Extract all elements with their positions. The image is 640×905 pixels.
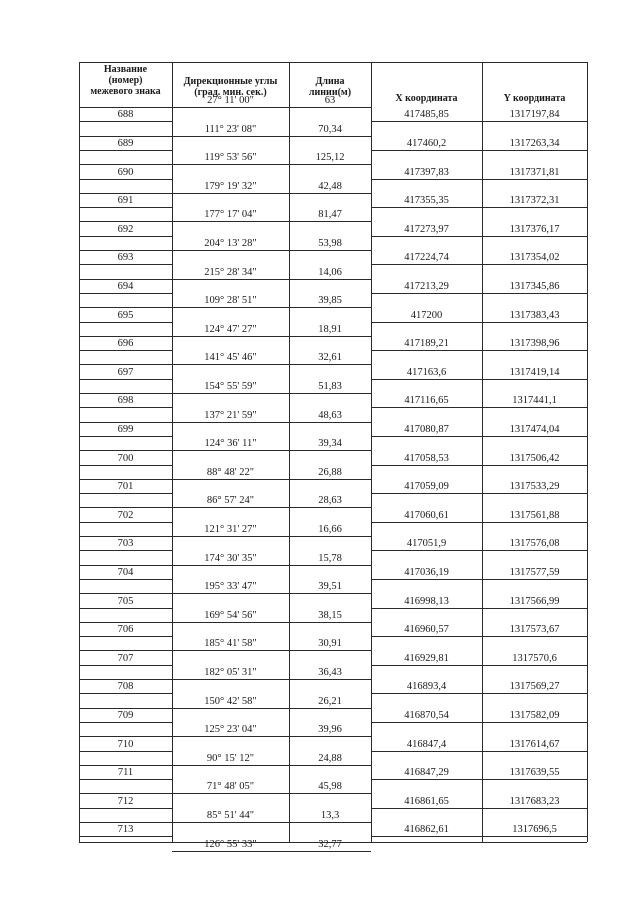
row-separator — [79, 622, 172, 623]
row-separator — [172, 536, 371, 537]
line-length: 28,63 — [318, 495, 342, 507]
row-separator — [371, 722, 587, 723]
row-separator — [371, 379, 587, 380]
row-separator — [172, 679, 371, 680]
line-length: 81,47 — [318, 209, 342, 221]
mark-name: 693 — [117, 252, 134, 264]
row-separator — [371, 293, 587, 294]
row-separator — [172, 507, 371, 508]
y-coordinate: 1317354,02 — [509, 252, 560, 264]
row-separator — [79, 550, 172, 551]
row-separator — [371, 751, 587, 752]
row-separator — [79, 636, 172, 637]
row-separator — [79, 136, 172, 137]
mark-name: 709 — [117, 709, 134, 721]
row-separator — [371, 436, 587, 437]
x-coordinate: 416998,13 — [404, 595, 449, 607]
mark-name: 706 — [117, 624, 134, 636]
row-separator — [79, 379, 172, 380]
line-length: 39,85 — [318, 295, 342, 307]
line-length: 42,48 — [318, 180, 342, 192]
column-divider — [587, 62, 588, 842]
direction-angle: 119° 53' 56" — [204, 152, 257, 164]
line-length: 125,12 — [315, 152, 345, 164]
direction-angle: 179° 19' 32" — [204, 180, 257, 192]
row-separator — [79, 565, 172, 566]
row-separator — [79, 164, 172, 165]
row-separator — [79, 279, 172, 280]
y-coordinate: 1317345,86 — [509, 280, 560, 292]
x-coordinate: 417200 — [410, 309, 443, 321]
mark-name: 705 — [117, 595, 134, 607]
row-separator — [172, 136, 371, 137]
row-separator — [371, 779, 587, 780]
x-coordinate: 416893,4 — [406, 681, 447, 693]
row-separator — [172, 650, 371, 651]
direction-angle: 121° 31' 27" — [204, 524, 257, 535]
direction-angle: 124° 47' 27" — [204, 323, 257, 335]
row-separator — [172, 593, 371, 594]
direction-angle: 185° 41' 58" — [204, 638, 257, 650]
row-separator — [371, 550, 587, 551]
row-separator — [79, 493, 172, 494]
line-length: 39,96 — [318, 724, 342, 736]
row-separator — [172, 851, 371, 852]
x-coordinate: 417355,35 — [404, 195, 449, 207]
row-separator — [79, 350, 172, 351]
direction-angle: 182° 05' 31" — [204, 667, 257, 678]
x-coordinate: 417213,29 — [404, 280, 449, 292]
row-separator — [79, 479, 172, 480]
direction-angle: 109° 28' 51" — [204, 295, 257, 307]
x-coordinate: 417273,97 — [404, 223, 449, 235]
x-coordinate: 417116,65 — [404, 395, 449, 407]
row-separator — [79, 665, 172, 666]
mark-name: 708 — [117, 681, 134, 693]
row-separator — [79, 393, 172, 394]
y-coordinate: 1317614,67 — [509, 738, 560, 750]
line-length: 39,51 — [318, 581, 342, 593]
line-length: 48,63 — [318, 409, 342, 421]
line-length: 32,61 — [318, 352, 342, 364]
line-length: 24,88 — [318, 752, 342, 764]
direction-angle: 195° 33' 47" — [204, 581, 257, 593]
row-separator — [79, 693, 172, 694]
row-separator — [79, 436, 172, 437]
y-coordinate: 1317569,27 — [509, 681, 560, 693]
x-coordinate: 417460,2 — [406, 137, 447, 149]
direction-angle: 124° 36' 11" — [204, 438, 257, 450]
y-coordinate: 1317474,04 — [509, 423, 560, 435]
direction-angle: 204° 13' 28" — [204, 238, 257, 249]
y-coordinate: 1317197,84 — [509, 109, 560, 121]
mark-name: 696 — [117, 338, 134, 350]
row-separator — [371, 522, 587, 523]
row-separator — [172, 336, 371, 337]
row-separator — [79, 822, 172, 823]
row-separator — [172, 221, 371, 222]
x-coordinate: 417189,21 — [404, 338, 449, 350]
x-coordinate: 417163,6 — [406, 366, 447, 378]
direction-angle: 71° 48' 05" — [206, 781, 255, 793]
row-separator — [371, 836, 587, 837]
row-separator — [172, 422, 371, 423]
row-separator — [371, 179, 587, 180]
row-separator — [79, 650, 172, 651]
header-mark-name — [79, 64, 172, 97]
row-separator — [371, 150, 587, 151]
header-direction-angle-line: (град. мин. сек.) — [194, 87, 267, 98]
mark-name: 694 — [117, 280, 134, 292]
x-coordinate: 416861,65 — [404, 795, 449, 807]
row-separator — [79, 450, 172, 451]
x-coordinate: 417485,85 — [404, 109, 449, 121]
x-coordinate: 417080,87 — [404, 423, 449, 435]
row-separator — [79, 422, 172, 423]
row-separator — [371, 236, 587, 237]
row-separator — [79, 307, 172, 308]
row-separator — [79, 293, 172, 294]
header-mark-name-line: межевого знака — [90, 86, 161, 97]
header-line-length-line: Длина — [315, 76, 345, 87]
row-separator — [79, 364, 172, 365]
row-separator — [79, 179, 172, 180]
row-separator — [371, 407, 587, 408]
row-separator — [371, 264, 587, 265]
y-coordinate: 1317683,23 — [509, 795, 560, 807]
row-separator — [79, 150, 172, 151]
y-coordinate: 1317398,96 — [509, 338, 560, 350]
direction-angle: 137° 21' 59" — [204, 409, 257, 421]
header-mark-name-line: Название — [103, 64, 148, 75]
mark-name: 698 — [117, 395, 134, 407]
header-x-coordinate: X координата — [395, 93, 458, 104]
direction-angle: 88° 48' 22" — [206, 466, 255, 478]
y-coordinate: 1317582,09 — [509, 709, 560, 721]
row-separator — [79, 336, 172, 337]
row-separator — [79, 779, 172, 780]
row-separator — [371, 121, 587, 122]
mark-name: 692 — [117, 223, 134, 235]
row-separator — [371, 350, 587, 351]
row-separator — [79, 264, 172, 265]
row-separator — [172, 565, 371, 566]
y-coordinate: 1317263,34 — [509, 137, 560, 149]
row-separator — [79, 608, 172, 609]
header-direction-angle-line: Дирекционные углы — [183, 76, 278, 87]
direction-angle: 177° 17' 04" — [204, 209, 257, 221]
row-separator — [79, 765, 172, 766]
header-mark-name-line: (номер) — [108, 75, 143, 86]
row-separator — [79, 236, 172, 237]
row-separator — [79, 593, 172, 594]
row-separator — [79, 322, 172, 323]
row-separator — [371, 693, 587, 694]
mark-name: 711 — [117, 767, 134, 779]
mark-name: 710 — [117, 738, 134, 750]
y-coordinate: 1317419,14 — [509, 366, 560, 378]
row-separator — [79, 407, 172, 408]
direction-angle: 215° 28' 34" — [204, 266, 257, 278]
row-separator — [172, 736, 371, 737]
line-length: 16,66 — [318, 524, 342, 535]
direction-angle: 154° 55' 59" — [204, 381, 257, 392]
line-length: 70,34 — [318, 123, 342, 135]
row-separator — [172, 164, 371, 165]
row-separator — [172, 479, 371, 480]
row-separator — [172, 765, 371, 766]
line-length: 38,15 — [318, 609, 342, 621]
y-coordinate: 1317639,55 — [509, 767, 560, 779]
row-separator — [172, 393, 371, 394]
row-separator — [172, 250, 371, 251]
row-separator — [172, 193, 371, 194]
y-coordinate: 1317576,08 — [509, 538, 560, 550]
mark-name: 707 — [117, 652, 134, 664]
direction-angle: 125° 23' 04" — [204, 724, 257, 736]
row-separator — [371, 465, 587, 466]
y-coordinate: 1317441,1 — [512, 395, 557, 407]
boundary-coordinates-table — [79, 62, 587, 850]
line-length: 30,91 — [318, 638, 342, 650]
mark-name: 712 — [117, 795, 134, 807]
row-separator — [172, 793, 371, 794]
row-separator — [172, 450, 371, 451]
line-length: 26,88 — [318, 466, 342, 478]
x-coordinate: 416847,4 — [406, 738, 447, 750]
y-coordinate: 1317566,99 — [509, 595, 560, 607]
y-coordinate: 1317383,43 — [509, 309, 560, 321]
mark-name: 691 — [117, 195, 134, 207]
header-bottom-border — [79, 107, 371, 108]
x-coordinate: 417060,61 — [404, 509, 449, 521]
mark-name: 689 — [117, 137, 134, 149]
y-coordinate: 1317696,5 — [512, 824, 557, 836]
row-separator — [79, 121, 172, 122]
y-coordinate: 1317371,81 — [509, 166, 560, 178]
row-separator — [79, 722, 172, 723]
row-separator — [172, 822, 371, 823]
mark-name: 703 — [117, 538, 134, 550]
y-coordinate: 1317376,17 — [509, 223, 560, 235]
mark-name: 713 — [117, 824, 134, 836]
direction-angle: 85° 51' 44" — [206, 810, 255, 821]
row-separator — [371, 322, 587, 323]
table-bottom-border — [79, 842, 587, 843]
row-separator — [371, 493, 587, 494]
y-coordinate: 1317561,88 — [509, 509, 560, 521]
line-length: 15,78 — [318, 552, 342, 564]
row-separator — [79, 836, 172, 837]
table-top-border — [79, 62, 587, 63]
row-separator — [79, 465, 172, 466]
row-separator — [172, 279, 371, 280]
mark-name: 688 — [117, 109, 134, 121]
mark-name: 697 — [117, 366, 134, 378]
row-separator — [371, 636, 587, 637]
x-coordinate: 417397,83 — [404, 166, 449, 178]
row-separator — [79, 751, 172, 752]
row-separator — [79, 736, 172, 737]
row-separator — [172, 307, 371, 308]
row-separator — [79, 808, 172, 809]
row-separator — [79, 536, 172, 537]
x-coordinate: 416847,29 — [404, 767, 449, 779]
line-length: 18,91 — [318, 323, 342, 335]
direction-angle: 141° 45' 46" — [204, 352, 257, 364]
row-separator — [371, 808, 587, 809]
direction-angle: 169° 54' 56" — [204, 609, 257, 621]
direction-angle: 86° 57' 24" — [206, 495, 255, 507]
x-coordinate: 417059,09 — [404, 481, 449, 493]
x-coordinate: 416929,81 — [404, 652, 449, 664]
x-coordinate: 416870,54 — [404, 709, 449, 721]
x-coordinate: 416960,57 — [404, 624, 449, 636]
row-separator — [79, 579, 172, 580]
direction-angle: 111° 23' 08" — [204, 123, 257, 135]
line-length: 45,98 — [318, 781, 342, 793]
direction-angle: 174° 30' 35" — [204, 552, 257, 564]
line-length: 14,06 — [318, 266, 342, 278]
direction-angle: 150° 42' 58" — [204, 695, 257, 707]
row-separator — [79, 207, 172, 208]
row-separator — [172, 708, 371, 709]
mark-name: 700 — [117, 452, 134, 464]
header-y-coordinate: Y координата — [503, 93, 566, 104]
line-length: 26,21 — [318, 695, 342, 707]
mark-name: 699 — [117, 423, 134, 435]
direction-angle: 90° 15' 12" — [206, 752, 255, 764]
row-separator — [371, 608, 587, 609]
line-length: 53,98 — [318, 238, 342, 249]
line-length: 39,34 — [318, 438, 342, 450]
mark-name: 701 — [117, 481, 134, 493]
line-length: 32,77 — [318, 838, 342, 850]
mark-name: 695 — [117, 309, 134, 321]
header-line-length-line: линии(м) — [308, 87, 352, 98]
y-coordinate: 1317533,29 — [509, 481, 560, 493]
y-coordinate: 1317506,42 — [509, 452, 560, 464]
first-segment-length: 63 — [324, 95, 336, 106]
row-separator — [79, 193, 172, 194]
y-coordinate: 1317573,67 — [509, 624, 560, 636]
mark-name: 702 — [117, 509, 134, 521]
x-coordinate: 417224,74 — [404, 252, 449, 264]
row-separator — [79, 708, 172, 709]
row-separator — [172, 364, 371, 365]
row-separator — [79, 507, 172, 508]
row-separator — [371, 579, 587, 580]
line-length: 13,3 — [320, 810, 340, 821]
x-coordinate: 417051,9 — [406, 538, 447, 550]
row-separator — [79, 250, 172, 251]
mark-name: 690 — [117, 166, 134, 178]
y-coordinate: 1317372,31 — [509, 195, 560, 207]
row-separator — [371, 665, 587, 666]
row-separator — [79, 679, 172, 680]
direction-angle: 126° 55' 33" — [204, 838, 257, 850]
row-separator — [79, 793, 172, 794]
x-coordinate: 417058,53 — [404, 452, 449, 464]
y-coordinate: 1317577,59 — [509, 566, 560, 578]
line-length: 36,43 — [318, 667, 342, 678]
row-separator — [79, 221, 172, 222]
row-separator — [172, 622, 371, 623]
row-separator — [371, 207, 587, 208]
first-segment-angle: 27° 11' 00" — [207, 95, 254, 106]
x-coordinate: 416862,61 — [404, 824, 449, 836]
y-coordinate: 1317570,6 — [512, 652, 557, 664]
mark-name: 704 — [117, 566, 134, 578]
line-length: 51,83 — [318, 381, 342, 392]
x-coordinate: 417036,19 — [404, 566, 449, 578]
row-separator — [79, 522, 172, 523]
